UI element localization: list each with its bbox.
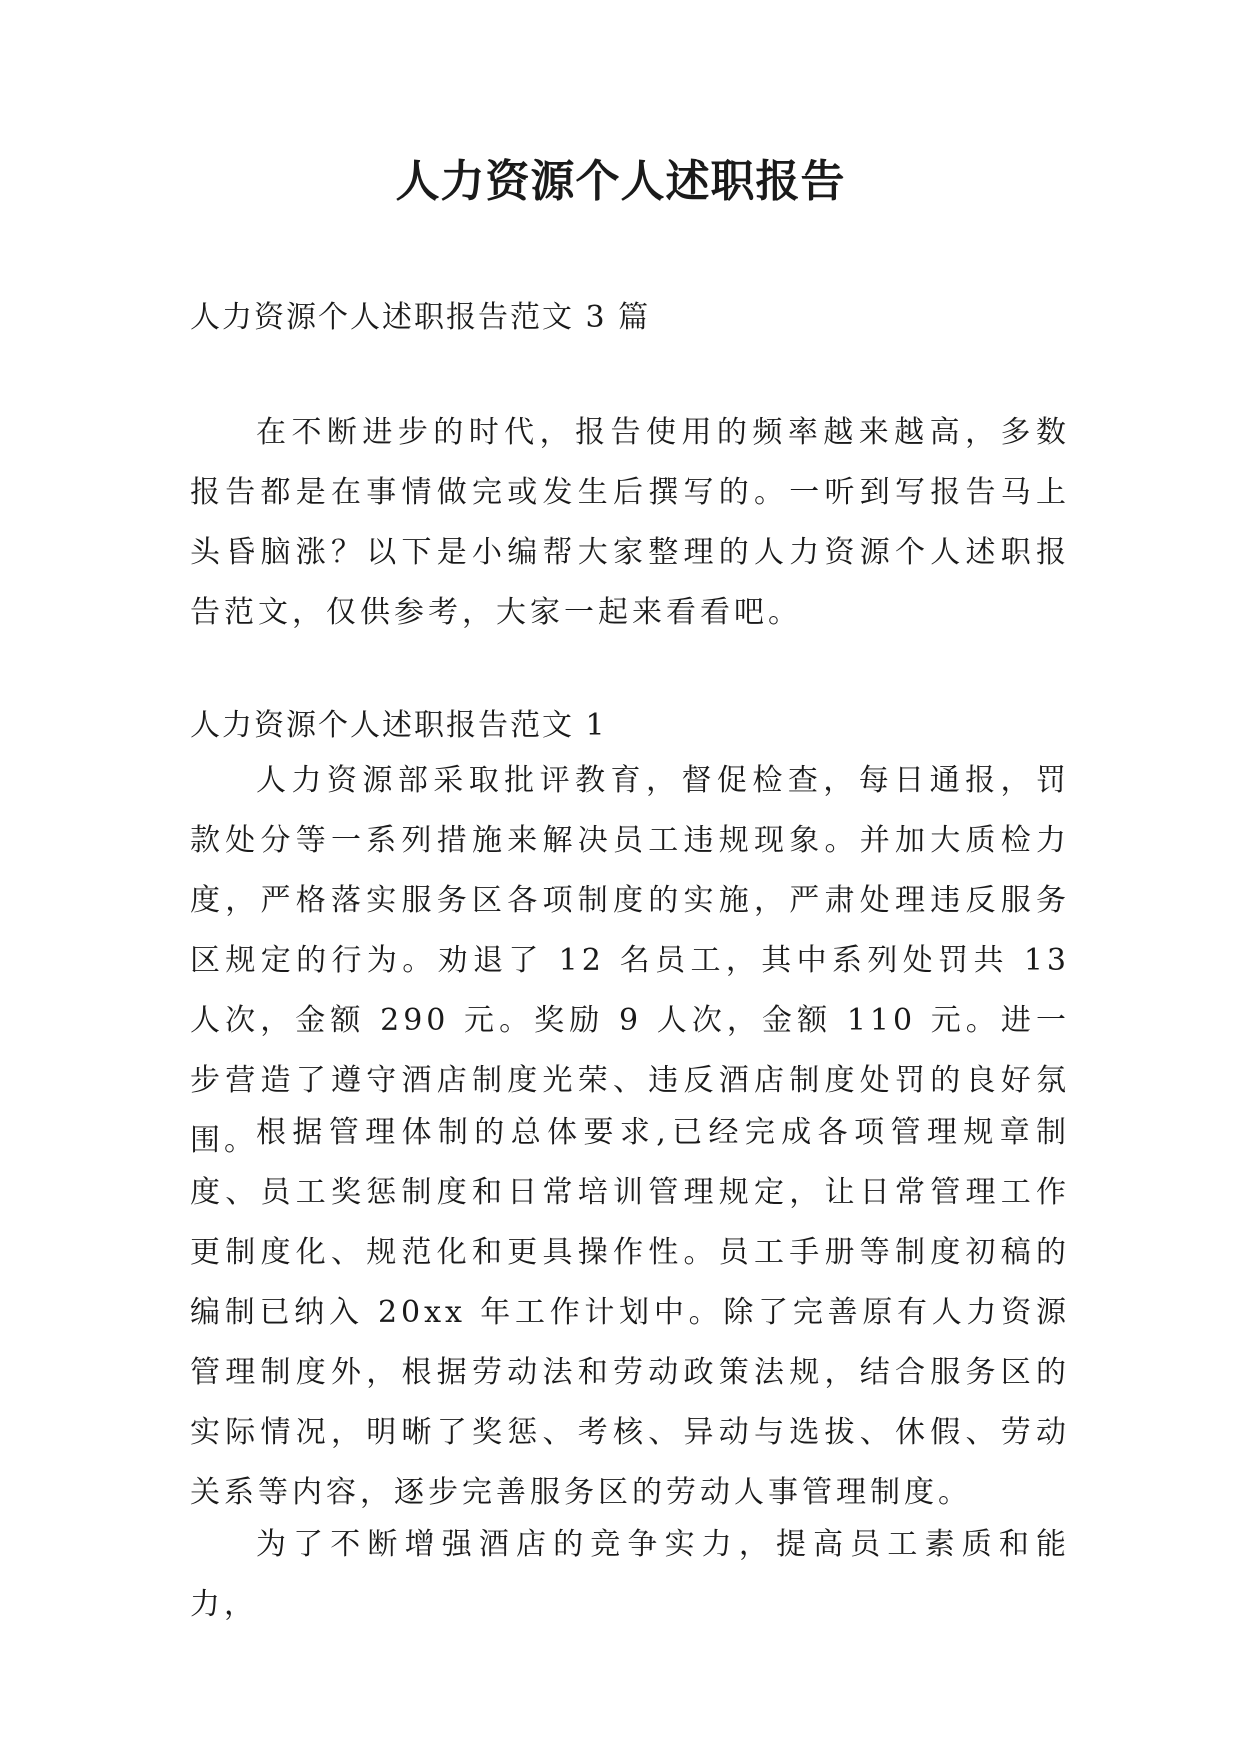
document-subtitle: 人力资源个人述职报告范文 3 篇: [190, 300, 651, 335]
intro-paragraph: 在不断进步的时代，报告使用的频率越来越高，多数报告都是在事情做完或发生后撰写的。一听到写报告马上头昏脑涨？以下是小编帮大家整理的人力资源个人述职报告范文，仅供参考，大家一起来看看吧。: [190, 415, 1070, 630]
document-title: 人力资源个人述职报告: [395, 156, 846, 207]
section-heading: 人力资源个人述职报告范文 1: [190, 708, 607, 743]
body-paragraph: 人力资源部采取批评教育，督促检查，每日通报，罚款处分等一系列措施来解决员工违规现象。并加大质检力度，严格落实服务区各项制度的实施，严肃处理违反服务区规定的行为。劝退了 12 名员工，其中系列处罚共 13 人次，金额 290 元。奖励 9 人次，金额 110 元。进一步营造了遵守酒店制度光荣、违反酒店制度处罚的良好氛围。: [190, 763, 1070, 1158]
body-paragraph: 根据管理体制的总体要求,已经完成各项管理规章制度、员工奖惩制度和日常培训管理规定，让日常管理工作更制度化、规范化和更具操作性。员工手册等制度初稿的编制已纳入 20xx 年工作计划中。除了完善原有人力资源管理制度外，根据劳动法和劳动政策法规，结合服务区的实际情况，明晰了奖惩、考核、异动与选拔、休假、劳动关系等内容，逐步完善服务区的劳动人事管理制度。: [190, 1115, 1070, 1510]
body-paragraph: 为了不断增强酒店的竞争实力，提高员工素质和能力，: [190, 1527, 1070, 1622]
